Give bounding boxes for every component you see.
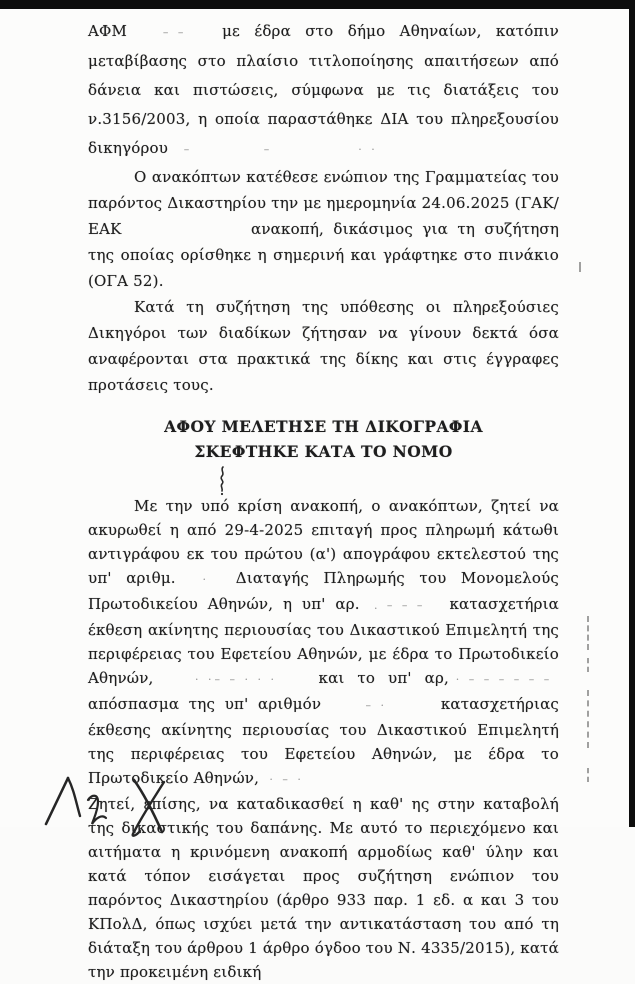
redaction-gap-extract-number: · – – – – – –: [455, 673, 553, 686]
handwritten-initials: [38, 772, 208, 832]
paragraph-filing-details: [88, 164, 559, 294]
objection-request-part-6: κατασχετήριας έκθεσης ακίνητης περιουσίας του Δικαστικού Επιμελητή της περιφέρειας του Εφετείου Αθηνών, με έδρα το Πρωτοδικείο Αθηνών,: [88, 695, 560, 787]
redaction-gap-report-number-2: – ·: [365, 699, 387, 712]
objection-request-part-2: Διαταγής Πληρωμής του Μονομελούς Πρωτοδικείου Αθηνών, η υπ' αρ.: [88, 569, 560, 613]
costs-and-admissibility-text: Ζητεί, επίσης, να καταδικασθεί η καθ' ης στην καταβολή της δικαστικής του δαπάνης. Με αυτό το περιεχόμενο και αιτήματα η κρινόμενη ανακοπή αρμοδίως καθ' ύλην και κατά τόπον εισάγεται προς συζήτηση ενώπιον του παρόντος Δικαστηρίου (άρθρο 933 παρ. 1 εδ. α και 3 του ΚΠολΔ, όπως ισχύει μετά την αντικατάσταση του από τη διάταξη του άρθρου 1 άρθρο όγδοο του Ν. 4335/2015), κατά την προκειμένη ειδική: [88, 795, 559, 981]
right-margin-tick-mark: [587, 690, 589, 748]
redaction-gap-afm: – –: [162, 26, 187, 39]
objection-request-part-4: και το υπ' αρ,: [318, 669, 449, 687]
right-margin-tick-mark: [579, 262, 581, 272]
paragraph-objection-requests: [88, 494, 559, 792]
redaction-residue-dots: · ·: [358, 143, 378, 156]
objection-request-part-3: κατασχετήρια έκθεση ακίνητης περιουσίας του Δικαστικού Επιμελητή της περιφέρειας του Εφετείου Αθηνών, με έδρα το Πρωτοδικείο Αθηνών,: [88, 595, 559, 687]
objection-request-part-5: απόσπασμα της υπ' αριθμόν: [88, 695, 322, 713]
afm-label: ΑΦΜ: [88, 22, 128, 40]
redaction-residue-mark: –: [263, 143, 273, 156]
paragraph-party-description: [88, 17, 559, 164]
redaction-gap-bailiff-name: · ·– – · · ·: [195, 673, 277, 686]
hearing-statement-text: Κατά τη συζήτηση της υπόθεσης οι πληρεξούσιες Δικηγόροι των διαδίκων ζήτησαν να γίνουν δεκτά όσα αναφέρονται στα πρακτικά της δίκης και στις έγγραφες προτάσεις τους.: [88, 298, 559, 394]
ink-squiggle-mark: [216, 466, 230, 496]
scan-edge-right: [629, 0, 635, 827]
redaction-gap-seizure-report-number: . – – –: [373, 599, 426, 612]
scan-edge-top: [0, 0, 635, 9]
right-margin-tick-mark: [587, 658, 589, 672]
right-margin-tick-mark: [587, 616, 589, 650]
heading-studied-the-case-file: ΑΦΟΥ ΜΕΛΕΤΗΣΕ ΤΗ ΔΙΚΟΓΡΑΦΙΑ: [164, 417, 483, 436]
redaction-residue-end-mark: · – ·: [269, 773, 304, 786]
paragraph-hearing-statement: [88, 294, 559, 398]
decision-headings: [88, 414, 559, 464]
objection-request-part-1: Με την υπό κρίση ανακοπή, ο ανακόπτων, ζητεί να ακυρωθεί η από 29-4-2025 επιταγή προς πληρωμή κάτωθι αντιγράφου εκ του πρώτου (α') απογράφου εκτελεστού της υπ' αριθμ.: [88, 497, 559, 587]
ink-squiggle-row: [88, 464, 559, 494]
document-text-block: [0, 9, 629, 984]
heading-considered-according-to-law: ΣΚΕΦΤΗΚΕ ΚΑΤΑ ΤΟ ΝΟΜΟ: [194, 442, 453, 461]
party-description-text: με έδρα στο δήμο Αθηναίων, κατόπιν μεταβίβασης στο πλαίσιο τιτλοποίησης απαιτήσεων από δάνεια και πιστώσεις, σύμφωνα με τις διατάξεις του ν.3156/2003, η οποία παραστάθηκε ΔΙΑ του πληρεξουσίου δικηγόρου: [88, 22, 559, 157]
right-margin-tick-mark: [587, 768, 589, 782]
redaction-gap-payment-order-number: ·: [202, 573, 210, 586]
filing-details-continuation: ανακοπή, δικάσιμος για τη συζήτηση της οποίας ορίσθηκε η σημερινή και γράφτηκε στο πινάκιο (ΟΓΑ 52).: [88, 220, 560, 290]
filing-details-lead: Ο ανακόπτων κατέθεσε ενώπιον της Γραμματείας του παρόντος Δικαστηρίου την με ημερομηνία 24.06.2025 (ΓΑΚ/ΕΑΚ: [88, 168, 559, 238]
redaction-gap-lawyer-name: –: [183, 143, 193, 156]
